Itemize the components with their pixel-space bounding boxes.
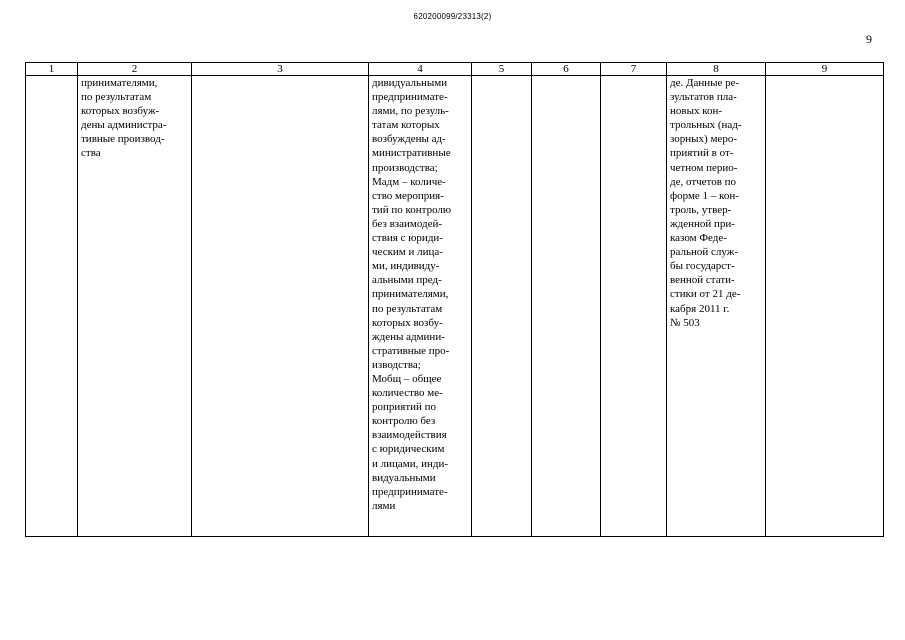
cell-col-9 [766, 76, 884, 537]
column-header-7: 7 [601, 63, 667, 76]
column-header-2: 2 [78, 63, 192, 76]
document-id: 620200099/23313(2) [413, 12, 492, 21]
cell-col-2: принимателями, по результатам которых возбуж- дены администра- тивные производ- ства [78, 76, 192, 537]
column-header-8: 8 [667, 63, 766, 76]
cell-col-8: де. Данные ре- зультатов пла- новых кон- трольных (над- зорных) меро- приятий в от- четном перио- де, отчетов по форме 1 – кон- троль, утвер- жденной при- казом Федe- ральной служ- бы государст- венной стати- стики от 21 де- кабря 2011 г. № 503 [667, 76, 766, 537]
column-header-6: 6 [532, 63, 601, 76]
cell-col-5 [472, 76, 532, 537]
page-number: 9 [866, 32, 872, 46]
column-header-1: 1 [26, 63, 78, 76]
header-row [26, 63, 884, 76]
cell-col-3 [192, 76, 369, 537]
cell-col-1 [26, 76, 78, 537]
column-header-5: 5 [472, 63, 532, 76]
cell-col-6 [532, 76, 601, 537]
column-header-3: 3 [192, 63, 369, 76]
column-header-4: 4 [369, 63, 472, 76]
document-table [25, 62, 884, 537]
cell-col-4: дивидуальными предпринимате- лями, по резуль- татам которых возбуждены ад- министративные производства; Мадм – количе- ство мероприя- тий по контролю без взаимодей- ствия с юриди- ческим и лица- ми, индивиду- альными пред- принимателями, по результатам которых возбу- ждены админи- стративные про- изводства; Мобщ – общее количество ме- роприятий по контролю без взаимодействия с юридическим и лицами, инди- видуальными предпринимате- лями [369, 76, 472, 537]
cell-col-7 [601, 76, 667, 537]
column-header-9: 9 [766, 63, 884, 76]
table-row [26, 76, 884, 537]
